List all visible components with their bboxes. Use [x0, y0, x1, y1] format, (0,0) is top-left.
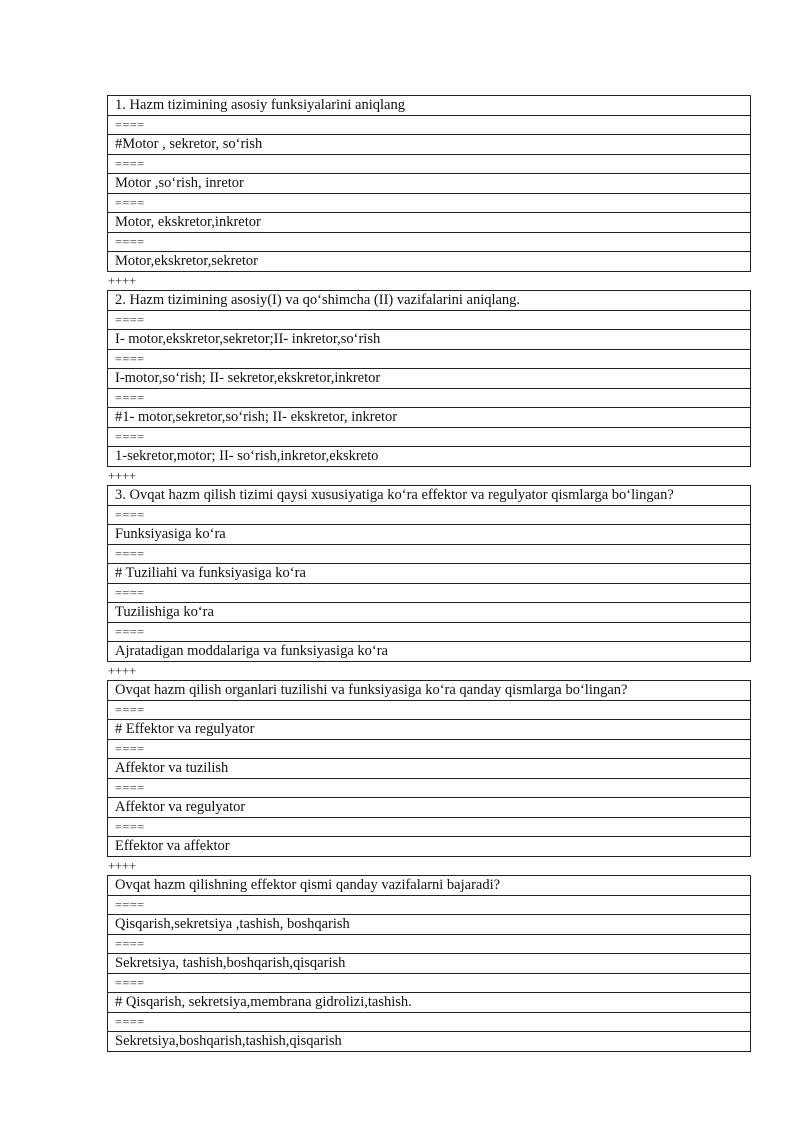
answer-option: I- motor,ekskretor,sekretor;II- inkretor,so‘rish: [108, 329, 750, 349]
separator-row: ====: [108, 583, 750, 602]
answer-option: Affektor va regulyator: [108, 797, 750, 817]
separator-row: ====: [108, 193, 750, 212]
answer-option: Motor, ekskretor,inkretor: [108, 212, 750, 232]
separator-row: ====: [108, 310, 750, 329]
question-block: [107, 485, 751, 662]
answer-option: I-motor,so‘rish; II- sekretor,ekskretor,inkretor: [108, 368, 750, 388]
separator-row: ====: [108, 700, 750, 719]
question-text: 1. Hazm tizimining asosiy funksiyalarini aniqlang: [115, 97, 405, 113]
separator-row: ====: [108, 934, 750, 953]
answer-option: Ajratadigan moddalariga va funksiyasiga ko‘ra: [108, 641, 750, 661]
answer-option: #Motor , sekretor, so‘rish: [108, 134, 750, 154]
answer-option: Qisqarish,sekretsiya ,tashish, boshqarish: [108, 914, 750, 934]
answer-option: Tuzilishiga ko‘ra: [108, 602, 750, 622]
answer-option: Motor,ekskretor,sekretor: [108, 251, 750, 271]
separator-row: ====: [108, 739, 750, 758]
separator-row: ====: [108, 232, 750, 251]
document-body: [107, 95, 751, 1052]
question-divider: ++++: [108, 274, 137, 288]
answer-option: Funksiyasiga ko‘ra: [108, 524, 750, 544]
question-divider: ++++: [108, 469, 137, 483]
answer-option: # Effektor va regulyator: [108, 719, 750, 739]
separator-row: ====: [108, 505, 750, 524]
answer-option: Motor ,so‘rish, inretor: [108, 173, 750, 193]
separator-row: ====: [108, 388, 750, 407]
separator-row: ====: [108, 895, 750, 914]
question-block: [107, 680, 751, 857]
separator-row: ====: [108, 544, 750, 563]
question-divider: ++++: [108, 664, 137, 678]
separator-row: ====: [108, 778, 750, 797]
answer-option: 1-sekretor,motor; II- so‘rish,inkretor,ekskreto: [108, 446, 750, 466]
separator-row: ====: [108, 115, 750, 134]
separator-row: ====: [108, 154, 750, 173]
question-text: 3. Ovqat hazm qilish tizimi qaysi xususiyatiga ko‘ra effektor va regulyator qismlarga bo‘lingan?: [115, 487, 674, 503]
answer-option: Sekretsiya,boshqarish,tashish,qisqarish: [108, 1031, 750, 1051]
separator-row: ====: [108, 622, 750, 641]
separator-row: ====: [108, 349, 750, 368]
answer-option: # Tuziliahi va funksiyasiga ko‘ra: [108, 563, 750, 583]
separator-row: ====: [108, 973, 750, 992]
question-divider: ++++: [108, 859, 137, 873]
question-block: [107, 95, 751, 272]
question-block: [107, 290, 751, 467]
separator-row: ====: [108, 1012, 750, 1031]
question-block: [107, 875, 751, 1052]
separator-row: ====: [108, 817, 750, 836]
separator-row: ====: [108, 427, 750, 446]
answer-option: Effektor va affektor: [108, 836, 750, 856]
answer-option: Sekretsiya, tashish,boshqarish,qisqarish: [108, 953, 750, 973]
question-text: Ovqat hazm qilish organlari tuzilishi va funksiyasiga ko‘ra qanday qismlarga bo‘lingan?: [115, 682, 628, 698]
answer-option: Affektor va tuzilish: [108, 758, 750, 778]
answer-option: #1- motor,sekretor,so‘rish; II- ekskretor, inkretor: [108, 407, 750, 427]
question-text: 2. Hazm tizimining asosiy(I) va qo‘shimcha (II) vazifalarini aniqlang.: [115, 292, 521, 308]
answer-option: # Qisqarish, sekretsiya,membrana gidrolizi,tashish.: [108, 992, 750, 1012]
question-text: Ovqat hazm qilishning effektor qismi qanday vazifalarni bajaradi?: [115, 877, 501, 893]
